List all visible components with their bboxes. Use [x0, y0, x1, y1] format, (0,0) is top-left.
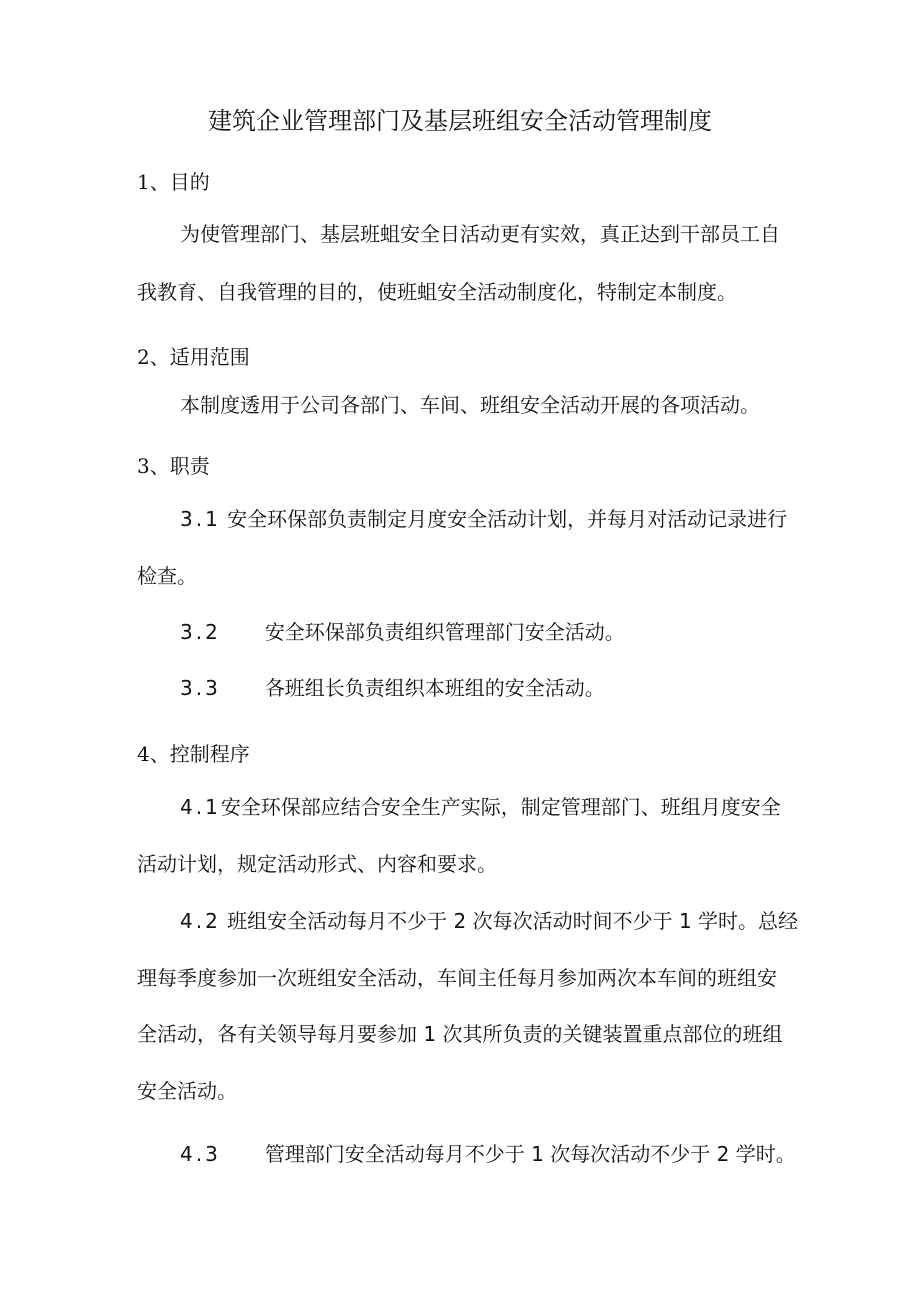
paragraph-line: 理每季度参加一次班组安全活动，车间主任每月参加两次本车间的班组安	[137, 966, 777, 990]
paragraph-line: 活动计划，规定活动形式、内容和要求。	[137, 852, 497, 876]
paragraph-line: 全活动，各有关领导每月要参加 1 次其所负责的关键装置重点部位的班组	[137, 1022, 783, 1046]
section-heading-responsibilities: 3、职责	[137, 454, 210, 478]
section-heading-scope: 2、适用范围	[137, 345, 250, 369]
clause-4-3	[180, 1142, 796, 1166]
clause-number: 4.2	[180, 909, 221, 933]
clause-text: 安全环保部应结合安全生产实际，制定管理部门、班组月度安全	[220, 795, 781, 819]
section-heading-purpose: 1、目的	[137, 170, 210, 194]
clause-4-2	[180, 909, 798, 933]
clause-number: 4.1	[180, 795, 221, 819]
paragraph-line: 我教育、自我管理的目的，使班蛆安全活动制度化，特制定本制度。	[137, 280, 737, 304]
paragraph-line: 检查。	[137, 564, 197, 588]
clause-3-1	[180, 507, 787, 531]
clause-text: 班组安全活动每月不少于 2 次每次活动时间不少于 1 学时。总经	[227, 909, 799, 933]
clause-number: 3.2	[180, 620, 221, 644]
clause-3-3	[180, 676, 605, 700]
clause-4-1	[180, 795, 781, 819]
clause-text: 安全环保部负责组织管理部门安全活动。	[264, 620, 625, 644]
clause-number: 3.1	[180, 507, 221, 531]
clause-text: 各班组长负责组织本班组的安全活动。	[264, 676, 605, 700]
paragraph-line: 本制度透用于公司各部门、车间、班组安全活动开展的各项活动。	[180, 393, 760, 417]
page-title: 建筑企业管理部门及基层班组安全活动管理制度	[208, 107, 712, 135]
clause-number: 4.3	[180, 1142, 221, 1166]
clause-number: 3.3	[180, 676, 221, 700]
clause-3-2	[180, 620, 625, 644]
paragraph-line: 为使管理部门、基层班蛆安全日活动更有实效，真正达到干部员工自	[180, 222, 780, 246]
clause-text: 管理部门安全活动每月不少于 1 次每次活动不少于 2 学时。	[264, 1142, 796, 1166]
section-heading-control-procedure: 4、控制程序	[137, 742, 250, 766]
paragraph-line: 安全活动。	[137, 1079, 237, 1103]
clause-text: 安全环保部负责制定月度安全活动计划，并每月对活动记录进行	[227, 507, 788, 531]
